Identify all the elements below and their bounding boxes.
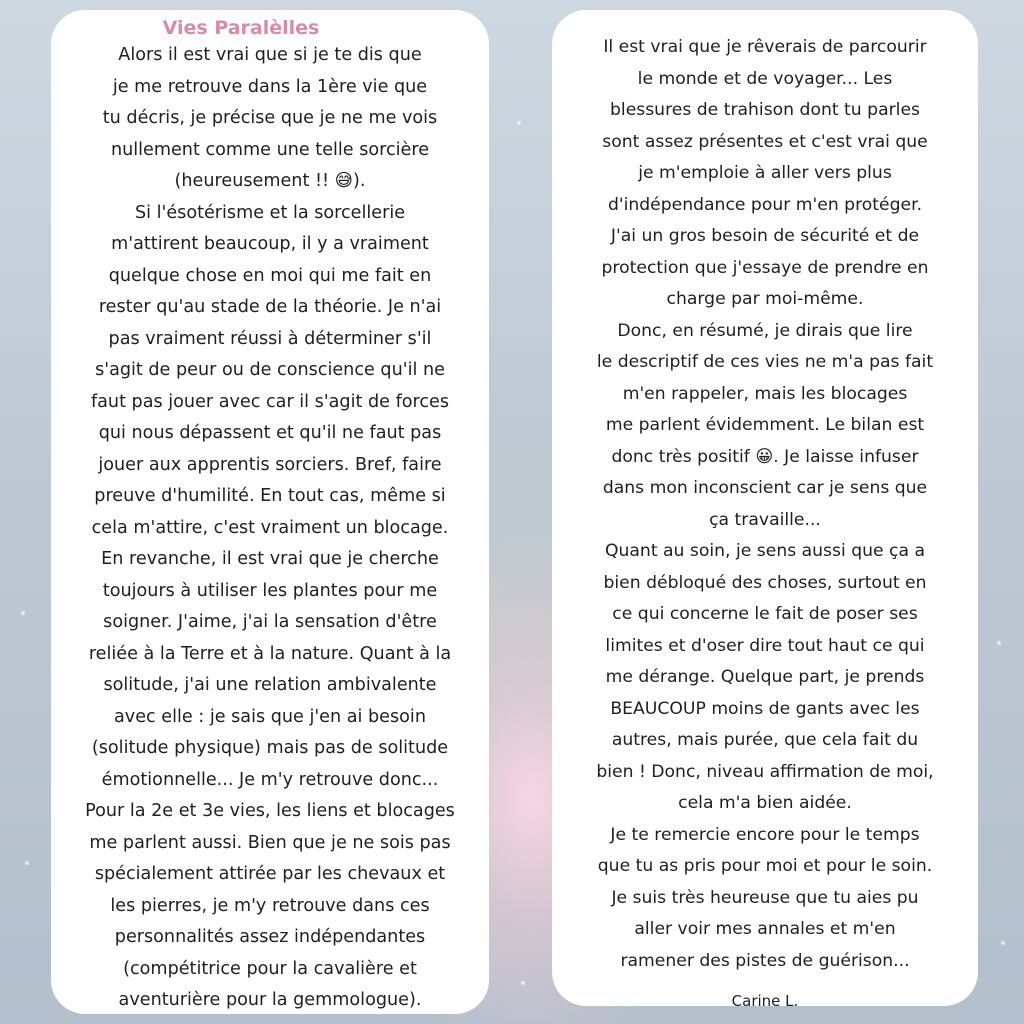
page-title: Vies Paralèlles (162, 17, 320, 39)
text-line: blessures de trahison dont tu parles (610, 100, 920, 120)
text-line: nullement comme une telle sorcière (110, 139, 430, 160)
text-line: Je suis très heureuse que tu aies pu (611, 887, 919, 908)
text-line: preuve d'humilité. En tout cas, même si (94, 486, 446, 506)
text-line: charge par moi-même. (666, 289, 864, 309)
text-line: qui nous dépassent et qu'il ne faut pas (98, 423, 442, 443)
sparkle-decoration (1000, 940, 1006, 946)
sparkle-decoration (20, 610, 26, 616)
text-line: Donc, en résumé, je dirais que lire (617, 320, 913, 341)
text-line: soigner. J'aime, j'ai la sensation d'être (103, 612, 437, 632)
testimonial-card-left (51, 10, 489, 1014)
text-line: donc très positif 😀. Je laisse infuser (611, 446, 919, 467)
text-line: rester qu'au stade de la théorie. Je n'ai (98, 297, 442, 317)
text-line: protection que j'essaye de prendre en (601, 257, 929, 278)
text-line: m'attirent beaucoup, il y a vraiment (111, 234, 429, 254)
text-line: sont assez présentes et c'est vrai que (602, 131, 928, 152)
text-line: limites et d'oser dire tout haut ce qui (605, 635, 925, 656)
text-line: Pour la 2e et 3e vies, les liens et blocages (85, 801, 455, 821)
text-line: d'indépendance pour m'en protéger. (607, 194, 923, 215)
text-line: aventurière pour la gemmologue). (118, 990, 422, 1010)
text-line: quelque chose en moi qui me fait en (108, 265, 432, 286)
text-line: Si l'ésotérisme et la sorcellerie (134, 202, 406, 223)
text-line: Alors il est vrai que si je te dis que (118, 45, 422, 65)
sparkle-decoration (520, 980, 526, 986)
text-line: cela m'attire, c'est vraiment un blocage. (91, 517, 449, 538)
text-line: le monde et de voyager... Les (637, 68, 893, 89)
right-text-block (552, 32, 978, 977)
text-line: En revanche, il est vrai que je cherche (101, 549, 439, 569)
text-line: (compétitrice pour la cavalière et (123, 958, 417, 979)
text-line: toujours à utiliser les plantes pour me (102, 580, 438, 601)
signature: Carine L. (731, 992, 799, 1010)
text-line: autres, mais purée, que cela fait du (611, 730, 919, 750)
text-line: faut pas jouer avec car il s'agit de forces (90, 391, 450, 412)
text-line: ça travaille... (709, 509, 821, 530)
text-line: les pierres, je m'y retrouve dans ces (110, 895, 430, 916)
text-line: BEAUCOUP moins de gants avec les (610, 698, 920, 719)
text-line: ramener des pistes de guérison... (620, 950, 910, 971)
text-line: je me retrouve dans la 1ère vie que (112, 76, 428, 97)
text-line: le descriptif de ces vies ne m'a pas fait (596, 352, 934, 372)
text-line: me dérange. Quelque part, je prends (605, 667, 925, 687)
text-line: (solitude physique) mais pas de solitude (91, 738, 449, 758)
text-line: spécialement attirée par les chevaux et (94, 864, 446, 884)
text-line: m'en rappeler, mais les blocages (622, 383, 908, 404)
text-line: jouer aux apprentis sorciers. Bref, faire (98, 454, 442, 475)
testimonial-card-right (552, 10, 978, 1010)
text-line: que tu as pris pour moi et pour le soin. (597, 856, 933, 876)
text-line: s'agit de peur ou de conscience qu'il ne (95, 360, 445, 380)
sparkle-decoration (996, 640, 1002, 646)
text-line: tu décris, je précise que je ne me vois (102, 108, 438, 128)
text-line: bien débloqué des choses, surtout en (603, 572, 927, 593)
text-line: pas vraiment réussi à déterminer s'il (108, 328, 432, 349)
text-line: aller voir mes annales et m'en (634, 919, 896, 939)
text-line: avec elle : je sais que j'en ai besoin (114, 706, 426, 727)
text-line: cela m'a bien aidée. (678, 793, 852, 813)
text-line: dans mon inconscient car je sens que (602, 478, 928, 498)
text-line: (heureusement !! 😅). (174, 171, 366, 191)
sparkle-decoration (24, 860, 30, 866)
text-line: reliée à la Terre et à la nature. Quant à la (88, 643, 452, 664)
text-line: émotionnelle... Je m'y retrouve donc... (101, 769, 439, 790)
text-line: personnalités assez indépendantes (114, 927, 426, 947)
text-line: solitude, j'ai une relation ambivalente (103, 675, 437, 695)
text-line: bien ! Donc, niveau affirmation de moi, (596, 761, 934, 782)
text-line: ce qui concerne le fait de poser ses (612, 604, 918, 624)
text-line: me parlent aussi. Bien que je ne sois pas (89, 832, 451, 853)
text-line: je m'emploie à aller vers plus (638, 163, 892, 183)
sparkle-decoration (516, 120, 522, 126)
left-text-block (51, 40, 489, 1017)
text-line: J'ai un gros besoin de sécurité et de (610, 226, 920, 246)
text-line: Je te remercie encore pour le temps (610, 824, 920, 845)
text-line: me parlent évidemment. Le bilan est (605, 415, 925, 435)
text-line: Quant au soin, je sens aussi que ça a (604, 541, 926, 561)
text-line: Il est vrai que je rêverais de parcourir (603, 37, 927, 57)
